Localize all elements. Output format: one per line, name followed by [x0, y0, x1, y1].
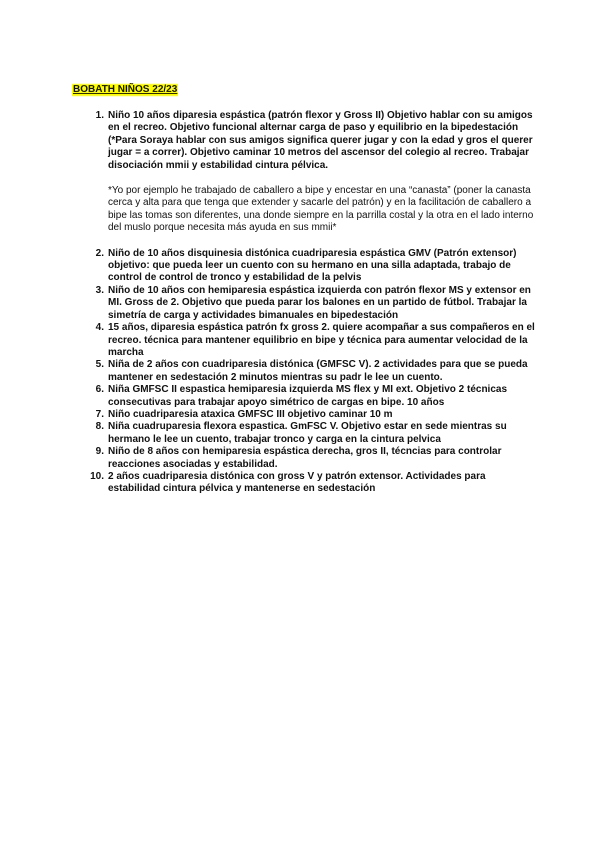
- item-text: Niño 10 años diparesia espástica (patrón flexor y Gross II) Objetivo hablar con su amigos en el recreo. Objetivo funcional alternar carga de paso y equilibrio en la bipedestación (*Para Soraya hablar con sus amigos significa querer jugar y con la edad y gros el querer jugar = a correr). Objetivo caminar 10 metros del ascensor del colegio al recreo. Trabajar disociación mmii y estabilidad cintura pélvica.: [108, 110, 533, 171]
- list-item: [95, 384, 540, 409]
- document-title: BOBATH NIÑOS 22/23: [73, 84, 178, 95]
- item-number: 5.: [95, 359, 104, 371]
- item-text: Niña de 2 años con cuadriparesia distónica (GMFSC V). 2 actividades para que se pueda mantener en sedestación 2 minutos mientras su padr le lee un cuento.: [108, 359, 528, 383]
- item-number: 4.: [95, 322, 104, 334]
- item-text: Niño de 10 años disquinesia distónica cuadriparesia espástica GMV (Patrón extensor) objetivo: que pueda leer un cuento con su hermano en una silla adaptada, trabajo de control de control de tronco y estabilidad de la pelvis: [108, 247, 517, 284]
- item-number: 2.: [95, 247, 104, 259]
- item-text: 2 años cuadriparesia distónica con gross V y patrón extensor. Actividades para estabilidad cintura pélvica y mantenerse en sedestación: [108, 470, 486, 495]
- item-text: Niño de 10 años con hemiparesia espástica izquierda con patrón flexor MS y extensor en MI. Gross de 2. Objetivo que pueda parar los balones en un partido de fútbol. Trabajar la simetría de carga y actividades bimanuales en bipedestación: [108, 284, 531, 321]
- item-number: 10.: [90, 470, 104, 482]
- list-item: [95, 446, 540, 471]
- list-item: [95, 110, 540, 235]
- list-item: [95, 247, 540, 285]
- item-number: 8.: [95, 421, 104, 433]
- list-item: [95, 421, 540, 446]
- item-text: Niño de 8 años con hemiparesia espástica derecha, gros II, técncias para controlar reacciones asociadas y estabilidad.: [108, 446, 502, 470]
- list-item: [90, 470, 540, 496]
- item-number: 7.: [95, 408, 104, 420]
- item-number: 9.: [95, 446, 104, 458]
- item-text: Niña GMFSC II espastica hemiparesia izquierda MS flex y MI ext. Objetivo 2 técnicas consecutivas para trabajar apoyo simétrico de cargas en bipe. 10 años: [108, 384, 508, 408]
- item-note: *Yo por ejemplo he trabajado de caballero a bipe y encestar en una “canasta” (poner la canasta cerca y alta para que tenga que extender y sacarle del patrón) y en la facilitación de caballero a bipe las tomas son diferentes, una donde siempre en la parrilla costal y la otra en el lado interno del muslo porque necesita más ayuda en sus mmii*: [108, 185, 534, 234]
- list-item: [95, 284, 540, 322]
- item-text: Niño cuadriparesia ataxica GMFSC III objetivo caminar 10 m: [108, 408, 393, 420]
- list-item: [95, 322, 540, 359]
- item-text: 15 años, diparesia espástica patrón fx gross 2. quiere acompañar a sus compañeros en el recreo. técnica para mantener equilibrio en bipe y técnica para aumentar velocidad de la marcha: [108, 322, 535, 358]
- list-item: [95, 359, 540, 384]
- item-number: 6.: [95, 384, 104, 396]
- list-item: [95, 408, 540, 421]
- case-list: [90, 110, 540, 496]
- item-text: Niña cuadruparesia flexora espastica. GmFSC V. Objetivo estar en sede mientras su hermano le lee un cuento, trabajar tronco y carga en la cintura pelvica: [108, 421, 507, 445]
- item-number: 3.: [95, 284, 104, 296]
- item-number: 1.: [95, 110, 104, 121]
